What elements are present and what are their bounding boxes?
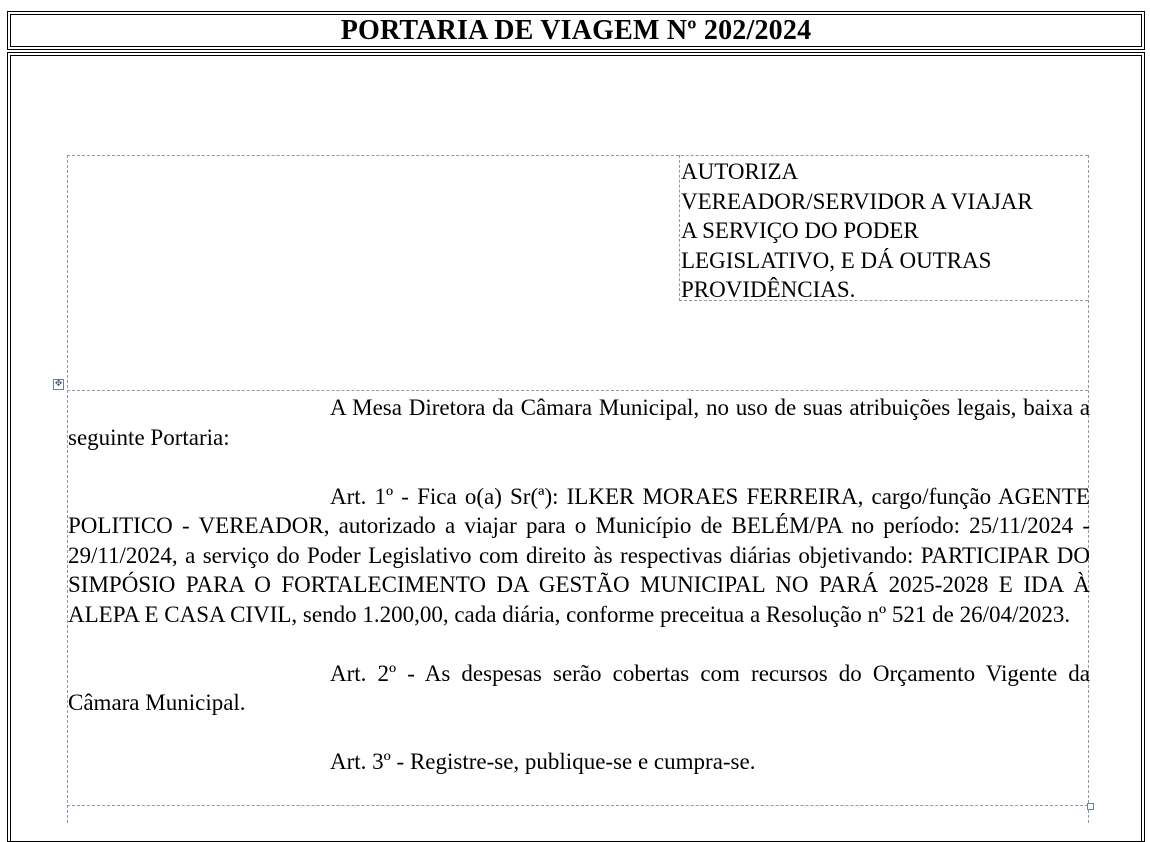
table-gridline-bottom (67, 805, 1088, 806)
preamble-paragraph: A Mesa Diretora da Câmara Municipal, no uso de suas atribuições legais, baixa a seguinte Portaria: (68, 395, 1090, 450)
ementa-block (681, 157, 1086, 305)
article-3-paragraph: Art. 3º - Registre-se, publique-se e cumpra-se. (330, 749, 756, 774)
ementa-cell-left-border (679, 155, 680, 301)
article-1-paragraph: Art. 1º - Fica o(a) Sr(ª): ILKER MORAES FERREIRA, cargo/função AGENTE POLITICO - VEREADOR, autorizado a viajar para o Município de BELÉM/PA no período: 25/11/2024 - 29/11/2024, a serviço do Poder Legislativo com direito às respectivas diárias objetivando: PARTICIPAR DO SIMPÓSIO PARA O FORTALECIMENTO DA GESTÃO MUNICIPAL NO PARÁ 2025-2028 E IDA À ALEPA E CASA CIVIL, sendo 1.200,00, cada diária, conforme preceitua a Resolução nº 521 de 26/04/2023. (68, 483, 1090, 627)
table-gridline-middle (67, 390, 1088, 391)
ementa-line: LEGISLATIVO, E DÁ OUTRAS (681, 247, 992, 273)
document-body (68, 393, 1090, 777)
ementa-line: AUTORIZA (681, 159, 799, 184)
document-title: PORTARIA DE VIAGEM Nº 202/2024 (10, 14, 1142, 47)
ementa-line: PROVIDÊNCIAS. (681, 277, 856, 302)
table-move-handle-icon[interactable]: ✥ (54, 379, 63, 389)
table-gridline-top (67, 155, 1088, 156)
ementa-line: VEREADOR/SERVIDOR A VIAJAR (681, 188, 1033, 214)
ementa-line: A SERVIÇO DO PODER (681, 218, 919, 243)
article-2-paragraph: Art. 2º - As despesas serão cobertas com recursos do Orçamento Vigente da Câmara Municipal. (68, 660, 1090, 715)
title-box (7, 11, 1145, 50)
table-resize-handle-icon[interactable] (1087, 803, 1094, 810)
